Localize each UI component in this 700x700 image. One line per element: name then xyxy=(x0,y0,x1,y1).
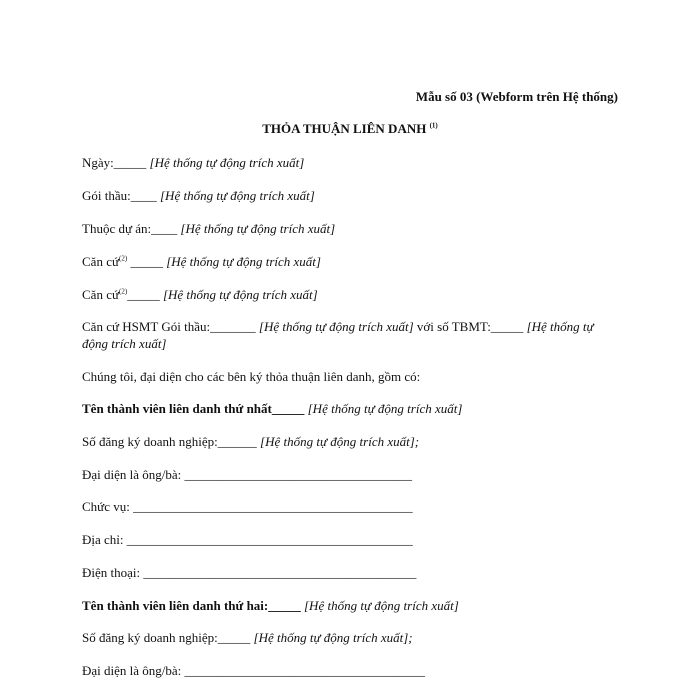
basis2-footnote: (2) xyxy=(119,287,128,296)
document-title xyxy=(0,121,700,137)
member2-heading-value: [Hệ thống tự động trích xuất] xyxy=(304,598,459,613)
project-value: [Hệ thống tự động trích xuất] xyxy=(180,221,336,236)
basis1-label: Căn cứ xyxy=(82,254,120,269)
member2-reg-label: Số đăng ký doanh nghiệp:_____ xyxy=(82,630,251,645)
member2-representative: Đại diện là ông/bà: _____________________________________ xyxy=(82,663,426,678)
member1-heading-line xyxy=(82,400,612,417)
member2-reg-line xyxy=(82,629,612,646)
member2-heading-line xyxy=(82,597,612,614)
member1-heading-value: [Hệ thống tự động trích xuất] xyxy=(307,401,463,416)
tbmt-value: [Hệ thống tự động trích xuất] xyxy=(82,319,594,351)
project-label: Thuộc dự án:____ xyxy=(82,221,178,236)
member1-reg-value: [Hệ thống tự động trích xuất]; xyxy=(260,434,420,449)
member1-reg-line xyxy=(82,433,612,450)
basis1-blank: _____ xyxy=(127,254,163,269)
hsmt-line xyxy=(82,318,612,352)
basis1-value: [Hệ thống tự động trích xuất] xyxy=(166,254,321,269)
package-value: [Hệ thống tự động trích xuất] xyxy=(160,188,315,203)
member1-representative: Đại diện là ông/bà: ___________________________________ xyxy=(82,467,413,482)
hsmt-label: Căn cứ HSMT Gói thầu:_______ xyxy=(82,319,256,334)
member1-heading: Tên thành viên liên danh thứ nhất_____ xyxy=(82,401,305,416)
intro-line: Chúng tôi, đại diện cho các bên ký thỏa thuận liên danh, gồm có: xyxy=(82,369,421,384)
date-value: [Hệ thống tự động trích xuất] xyxy=(149,155,305,170)
title-text: THỎA THUẬN LIÊN DANH xyxy=(262,121,427,136)
form-code: Mẫu số 03 (Webform trên Hệ thống) xyxy=(415,89,618,104)
package-line xyxy=(82,187,612,204)
basis2-blank: _____ xyxy=(127,287,160,302)
basis2-value: [Hệ thống tự động trích xuất] xyxy=(162,287,318,302)
member1-reg-label: Số đăng ký doanh nghiệp:______ xyxy=(82,434,257,449)
member2-heading: Tên thành viên liên danh thứ hai:_____ xyxy=(82,598,301,613)
project-line xyxy=(82,220,612,237)
member2-reg-value: [Hệ thống tự động trích xuất]; xyxy=(253,630,413,645)
basis2-label: Căn cứ xyxy=(82,287,120,302)
date-line xyxy=(82,154,612,171)
hsmt-value: [Hệ thống tự động trích xuất] xyxy=(258,319,414,334)
basis-line-2 xyxy=(82,286,612,303)
package-label: Gói thầu:____ xyxy=(82,188,157,203)
basis-line-1 xyxy=(82,253,612,270)
member1-address: Địa chỉ: ____________________________________________ xyxy=(82,532,413,547)
basis1-footnote: (2) xyxy=(119,254,128,263)
title-footnote: (1) xyxy=(429,121,438,130)
tbmt-label: với số TBMT:_____ xyxy=(416,319,524,334)
member1-position: Chức vụ: ___________________________________________ xyxy=(82,499,413,514)
date-label: Ngày:_____ xyxy=(82,155,147,170)
member1-phone: Điện thoại: __________________________________________ xyxy=(82,565,417,580)
